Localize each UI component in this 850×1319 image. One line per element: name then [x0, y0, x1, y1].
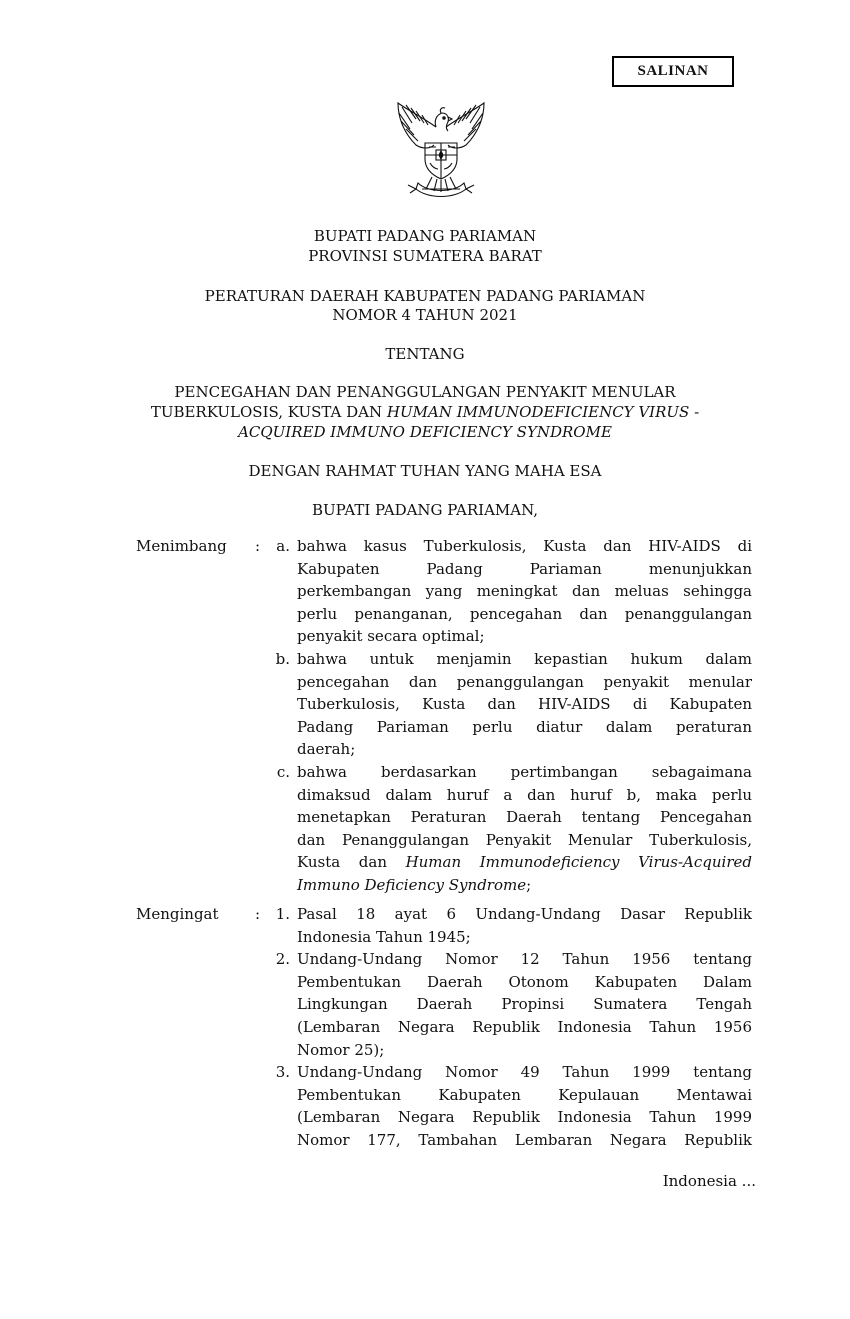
subject-line-1: PENCEGAHAN DAN PENANGGULANGAN PENYAKIT MENULAR — [174, 383, 676, 401]
regulation-title: PERATURAN DAERAH KABUPATEN PADANG PARIAMAN — [204, 287, 646, 305]
item-text-line: Indonesia Tahun 1945; — [297, 927, 471, 946]
item-text-line: Pembentukan Kabupaten Kepulauan Mentawai — [297, 1085, 752, 1104]
mengingat-item-2 — [0, 948, 850, 1061]
item-marker: a. — [276, 537, 290, 555]
item-text-line: pencegahan dan penanggulangan penyakit menular — [297, 672, 752, 691]
item-marker: 2. — [275, 950, 290, 969]
menimbang-item-c — [0, 761, 850, 897]
item-text-line: Lingkungan Daerah Propinsi Sumatera Tengah — [297, 995, 752, 1014]
item-text-line: Undang-Undang Nomor 12 Tahun 1956 tentang — [297, 950, 752, 969]
item-text-line: Padang Pariaman perlu diatur dalam peraturan — [297, 717, 752, 736]
item-marker: c. — [276, 762, 290, 781]
item-text-line: penyakit secara optimal; — [297, 627, 485, 646]
menimbang-item-a — [0, 535, 850, 648]
item-text-line: Pasal 18 ayat 6 Undang-Undang Dasar Republik — [297, 905, 752, 923]
about-heading: TENTANG — [385, 345, 465, 363]
item-text-line: dimaksud dalam huruf a dan huruf b, maka perlu — [297, 785, 752, 804]
item-text-line: perkembangan yang meningkat dan meluas sehingga — [297, 582, 752, 601]
item-text-line: dan Penanggulangan Penyakit Menular Tuberkulosis, — [297, 830, 752, 849]
subject-line-2: TUBERKULOSIS, KUSTA DAN HUMAN IMMUNODEFICIENCY VIRUS - — [150, 403, 700, 421]
official-line: BUPATI PADANG PARIAMAN, — [311, 501, 539, 519]
item-text-line: perlu penanganan, pencegahan dan penanggulangan — [297, 604, 752, 623]
item-text-line: bahwa berdasarkan pertimbangan sebagaimana — [297, 762, 752, 781]
regulation-number: NOMOR 4 TAHUN 2021 — [332, 306, 518, 324]
item-text-line: Nomor 177, Tambahan Lembaran Negara Republik — [297, 1130, 752, 1149]
mengingat-colon: : — [255, 905, 261, 923]
item-text-line: (Lembaran Negara Republik Indonesia Tahun 1956 — [297, 1017, 752, 1036]
mengingat-label: Mengingat — [136, 905, 219, 923]
menimbang-colon: : — [255, 537, 261, 555]
item-text-line: bahwa kasus Tuberkulosis, Kusta dan HIV-AIDS di — [297, 537, 752, 555]
item-text-line: daerah; — [297, 740, 356, 759]
garuda-emblem-icon — [392, 97, 490, 205]
mengingat-section — [0, 903, 850, 1152]
menimbang-section — [0, 535, 850, 897]
menimbang-label: Menimbang — [136, 537, 227, 555]
item-text-line: Pembentukan Daerah Otonom Kabupaten Dalam — [297, 972, 752, 991]
item-text-line: Kusta dan Human Immunodeficiency Virus-Acquired — [297, 853, 752, 872]
item-text-line: (Lembaran Negara Republik Indonesia Tahun 1999 — [297, 1108, 752, 1127]
item-text-line: Immuno Deficiency Syndrome; — [297, 875, 532, 894]
subject-line-3: ACQUIRED IMMUNO DEFICIENCY SYNDROME — [238, 423, 612, 441]
item-marker: 3. — [275, 1063, 290, 1082]
regent-title: BUPATI PADANG PARIAMAN — [313, 227, 537, 245]
item-marker: 1. — [275, 905, 290, 923]
mengingat-item-3 — [0, 1061, 850, 1151]
item-text-line: Undang-Undang Nomor 49 Tahun 1999 tentang — [297, 1063, 752, 1082]
blessing-line: DENGAN RAHMAT TUHAN YANG MAHA ESA — [248, 462, 602, 480]
item-marker: b. — [275, 649, 290, 668]
item-text-line: bahwa untuk menjamin kepastian hukum dalam — [297, 649, 752, 668]
salinan-stamp: SALINAN — [612, 56, 734, 87]
item-text-line: Nomor 25); — [297, 1040, 385, 1059]
item-text-line: menetapkan Peraturan Daerah tentang Pencegahan — [297, 808, 752, 827]
province-title: PROVINSI SUMATERA BARAT — [308, 247, 542, 265]
item-text-line: Kabupaten Padang Pariaman menunjukkan — [297, 559, 752, 578]
mengingat-item-1 — [0, 903, 850, 948]
page-continuation: Indonesia ... — [662, 1172, 756, 1190]
menimbang-item-b — [0, 648, 850, 761]
item-text-line: Tuberkulosis, Kusta dan HIV-AIDS di Kabupaten — [297, 695, 752, 714]
